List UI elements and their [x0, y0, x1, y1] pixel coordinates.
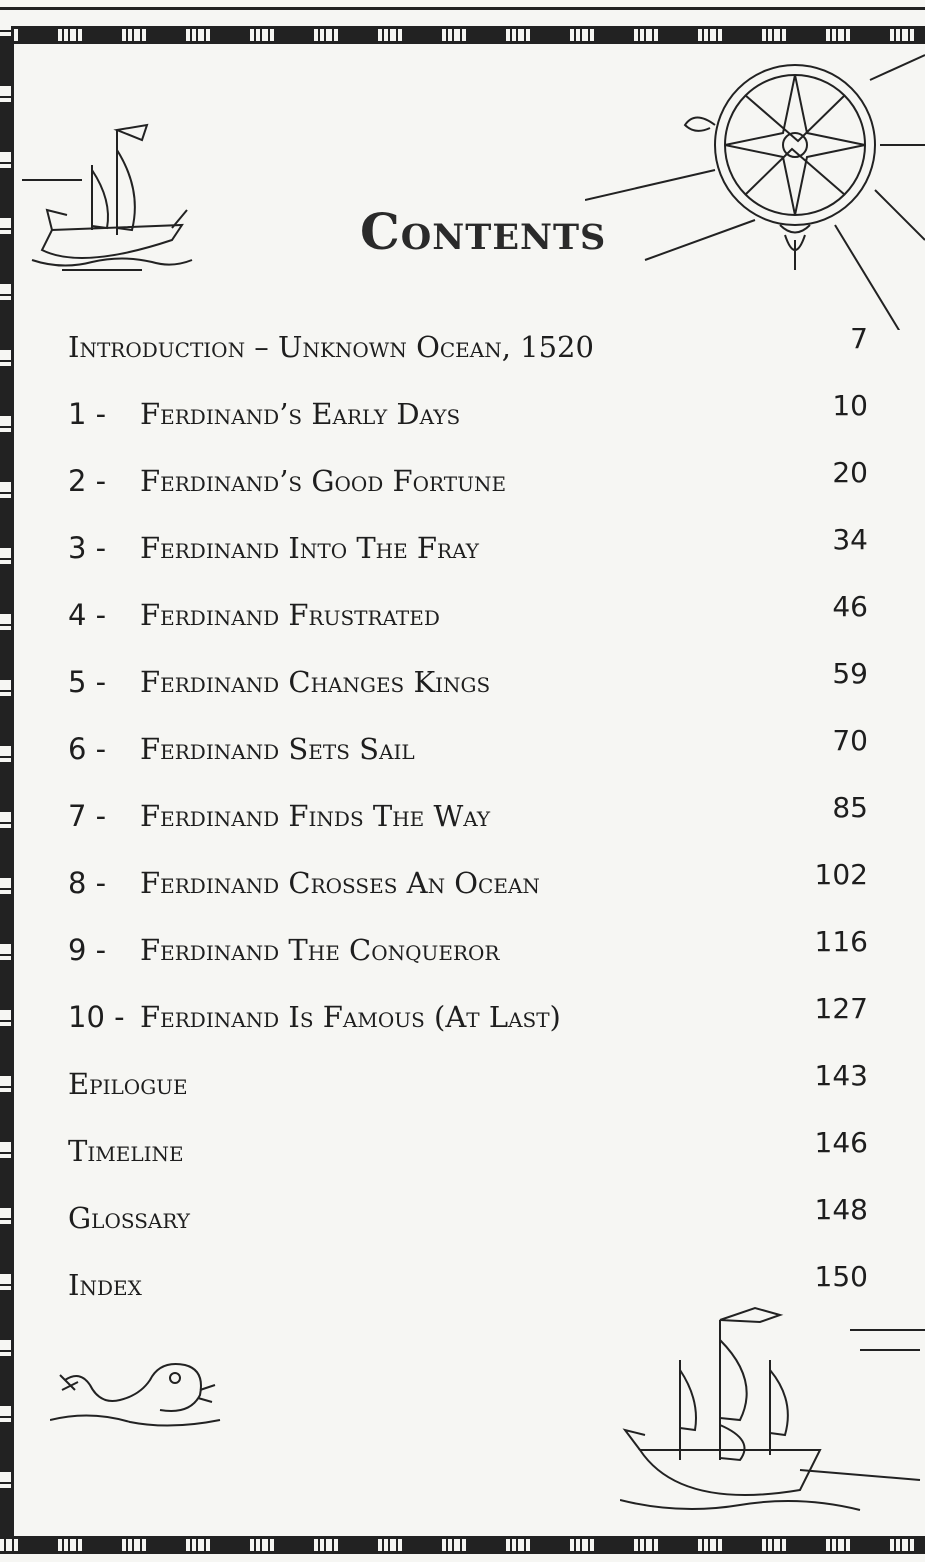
toc-entry-label: 9 - Ferdinand The Conqueror	[68, 933, 500, 967]
toc-entry-page: 102	[814, 858, 868, 891]
toc-entry-label: 2 - Ferdinand’s Good Fortune	[68, 464, 507, 498]
toc-entry-label: 1 - Ferdinand’s Early Days	[68, 397, 461, 431]
toc-entry-epilogue[interactable]	[68, 1059, 888, 1117]
toc-entry-page: 116	[814, 925, 868, 958]
chapter-number: 8 -	[68, 866, 107, 900]
galleon-icon	[620, 1300, 925, 1530]
toc-entry-glossary[interactable]	[68, 1193, 888, 1251]
toc-entry-page: 85	[832, 791, 868, 824]
toc-entry-page: 148	[814, 1193, 868, 1226]
chapter-number: 7 -	[68, 799, 107, 833]
chapter-number: 1 -	[68, 397, 107, 431]
chapter-number: 3 -	[68, 531, 107, 565]
chapter-number: 5 -	[68, 665, 107, 699]
chapter-number: 10 -	[68, 1000, 125, 1034]
toc-entry-label: 8 - Ferdinand Crosses An Ocean	[68, 866, 540, 900]
toc-entry-page: 20	[832, 456, 868, 489]
chapter-number: 6 -	[68, 732, 107, 766]
toc-entry-chapter-2[interactable]	[68, 456, 888, 514]
toc-entry-chapter-7[interactable]	[68, 791, 888, 849]
toc-entry-label: 4 - Ferdinand Frustrated	[68, 598, 440, 632]
toc-entry-label: 10 - Ferdinand Is Famous (At Last)	[68, 1000, 561, 1034]
toc-entry-chapter-6[interactable]	[68, 724, 888, 782]
sea-serpent-icon	[50, 1350, 230, 1440]
toc-entry-page: 143	[814, 1059, 868, 1092]
toc-entry-label: 5 - Ferdinand Changes Kings	[68, 665, 491, 699]
toc-entry-label: Index	[68, 1268, 142, 1302]
toc-entry-label: Timeline	[68, 1134, 184, 1168]
toc-entry-label: 6 - Ferdinand Sets Sail	[68, 732, 415, 766]
toc-entry-chapter-9[interactable]	[68, 925, 888, 983]
chapter-number: 4 -	[68, 598, 107, 632]
toc-entry-page: 150	[814, 1260, 868, 1293]
page-title: Contents	[360, 201, 607, 261]
toc-entry-chapter-3[interactable]	[68, 523, 888, 581]
toc-entry-introduction[interactable]	[68, 322, 888, 380]
toc-entry-page: 7	[850, 322, 868, 355]
toc-entry-page: 146	[814, 1126, 868, 1159]
toc-entry-chapter-8[interactable]	[68, 858, 888, 916]
chapter-number: 2 -	[68, 464, 107, 498]
toc-entry-page: 34	[832, 523, 868, 556]
toc-entry-chapter-5[interactable]	[68, 657, 888, 715]
toc-entry-chapter-10[interactable]	[68, 992, 888, 1050]
toc-entry-timeline[interactable]	[68, 1126, 888, 1184]
toc-entry-label: Epilogue	[68, 1067, 188, 1101]
toc-entry-page: 127	[814, 992, 868, 1025]
toc-entry-label: Introduction – Unknown Ocean, 1520	[68, 330, 594, 364]
toc-entry-label: Glossary	[68, 1201, 190, 1235]
toc-entry-page: 10	[832, 389, 868, 422]
toc-entry-label: 3 - Ferdinand Into The Fray	[68, 531, 479, 565]
toc-entry-chapter-4[interactable]	[68, 590, 888, 648]
chapter-number: 9 -	[68, 933, 107, 967]
toc-entry-label: 7 - Ferdinand Finds The Way	[68, 799, 491, 833]
toc-entry-chapter-1[interactable]	[68, 389, 888, 447]
toc-entry-page: 59	[832, 657, 868, 690]
toc-entry-page: 70	[832, 724, 868, 757]
toc-entry-page: 46	[832, 590, 868, 623]
